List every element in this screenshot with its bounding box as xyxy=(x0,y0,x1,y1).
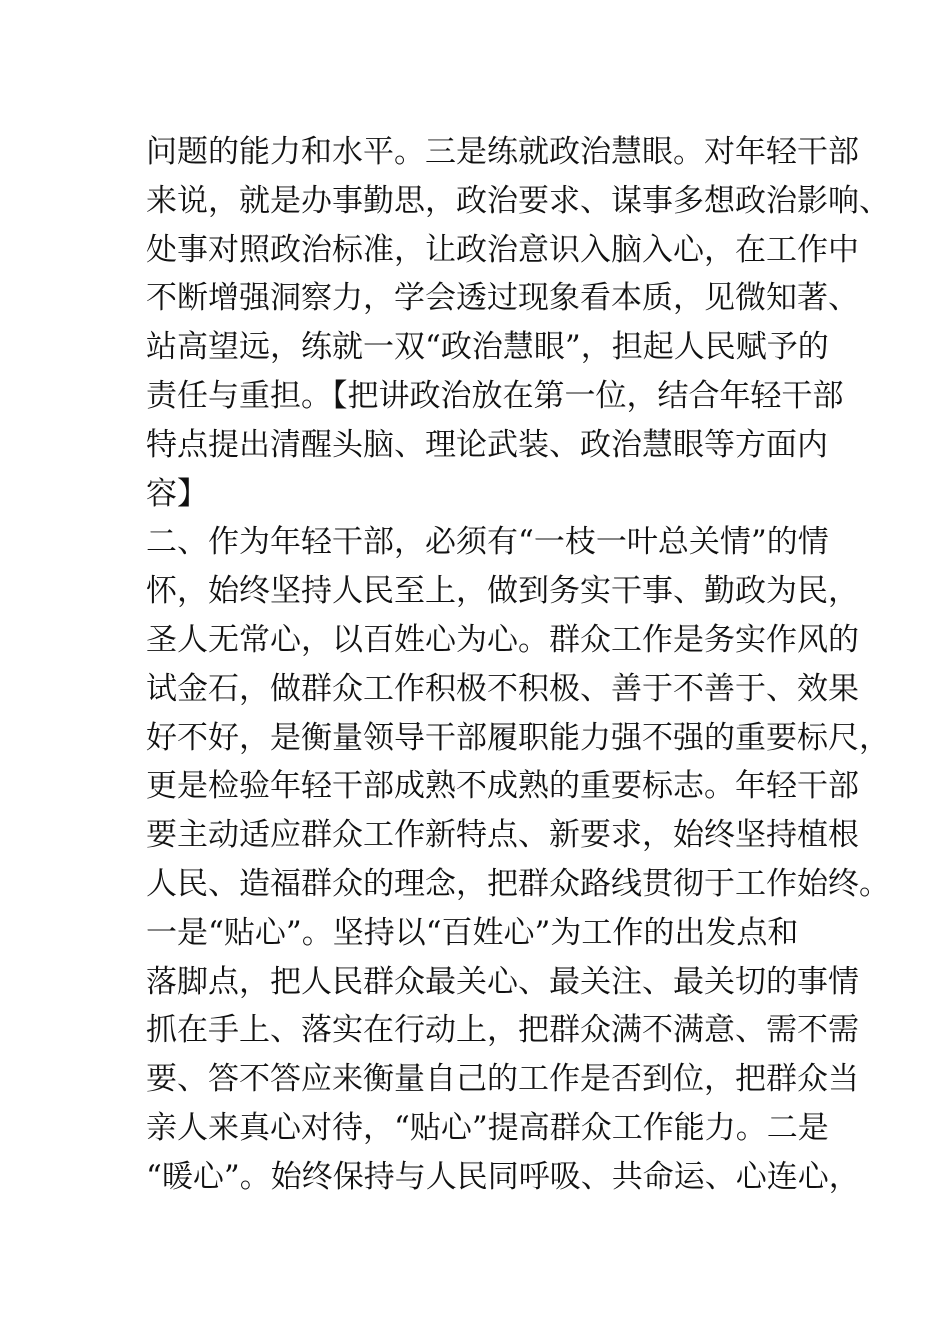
text-line: 一是“贴心”。坚持以“百姓心”为工作的出发点和 xyxy=(146,914,799,951)
text-line: 来说，就是办事勤思，政治要求、谋事多想政治影响、 xyxy=(146,182,890,219)
text-line: 更是检验年轻干部成熟不成熟的重要标志。年轻干部 xyxy=(146,768,859,805)
text-line: 落脚点，把人民群众最关心、最关注、最关切的事情 xyxy=(146,963,859,1000)
text-line: 站高望远，练就一双“政治慧眼”，担起人民赋予的 xyxy=(146,329,829,366)
text-line: 责任与重担。【把讲政治放在第一位，结合年轻干部 xyxy=(146,377,844,414)
text-line: 试金石，做群众工作积极不积极、善于不善于、效果 xyxy=(146,670,859,707)
text-line: 好不好，是衡量领导干部履职能力强不强的重要标尺， xyxy=(146,719,890,756)
text-line: “暖心”。始终保持与人民同呼吸、共命运、心连心， xyxy=(146,1158,860,1195)
text-line: 人民、造福群众的理念，把群众路线贯彻于工作始终。 xyxy=(146,865,890,902)
text-line: 不断增强洞察力，学会透过现象看本质，见微知著、 xyxy=(146,280,859,317)
text-line: 问题的能力和水平。三是练就政治慧眼。对年轻干部 xyxy=(146,134,859,170)
text-line: 圣人无常心，以百姓心为心。群众工作是务实作风的 xyxy=(146,621,859,658)
text-line: 处事对照政治标准，让政治意识入脑入心，在工作中 xyxy=(146,231,859,268)
text-line: 特点提出清醒头脑、理论武装、政治慧眼等方面内 xyxy=(146,426,828,463)
text-line: 要主动适应群众工作新特点、新要求，始终坚持植根 xyxy=(146,817,859,854)
text-line: 容】 xyxy=(146,475,208,512)
text-line: 抓在手上、落实在行动上，把群众满不满意、需不需 xyxy=(146,1012,859,1049)
text-line: 要、答不答应来衡量自己的工作是否到位，把群众当 xyxy=(146,1061,859,1098)
body-text xyxy=(146,128,890,1202)
text-line: 怀，始终坚持人民至上，做到务实干事、勤政为民， xyxy=(146,573,859,610)
text-line: 亲人来真心对待，“贴心”提高群众工作能力。二是 xyxy=(146,1109,829,1146)
section-heading-line: 二、作为年轻干部，必须有“一枝一叶总关情”的情 xyxy=(146,524,829,561)
